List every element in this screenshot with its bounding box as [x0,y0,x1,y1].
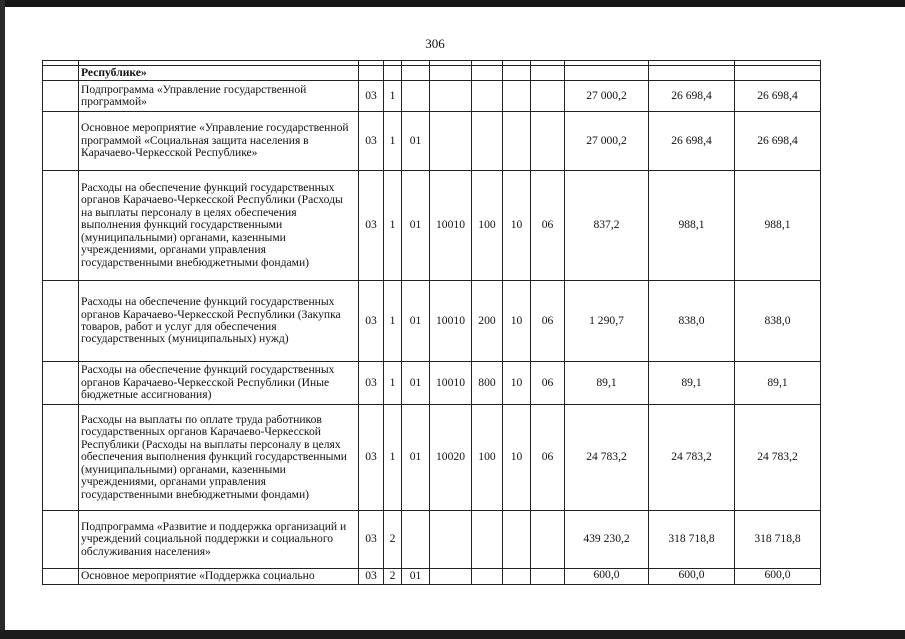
row-spacer-cell [43,66,79,81]
amount-year-1: 27 000,2 [565,112,649,171]
amount-year-2: 838,0 [649,281,735,362]
row-spacer-cell [43,405,79,511]
code-section: 10 [503,405,531,511]
code-section: 10 [503,362,531,405]
code-direction: 10010 [430,171,472,281]
code-section: 10 [503,281,531,362]
row-name: Расходы на обеспечение функций государственных органов Карачаево-Черкесской Республики (Закупка товаров, работ и услуг для обеспечения государственных (муниципальных) нужд) [79,281,359,362]
code-expense-type: 800 [472,362,503,405]
table-row [43,511,821,569]
code-direction [430,112,472,171]
code-section [503,112,531,171]
code-activity: 01 [402,281,430,362]
code-subsection: 06 [531,281,565,362]
amount-year-2: 26 698,4 [649,81,735,112]
code-section [503,66,531,81]
table-row [43,281,821,362]
row-spacer-cell [43,81,79,112]
code-program: 03 [359,281,384,362]
code-expense-type [472,511,503,569]
code-subprogram: 2 [384,511,402,569]
amount-year-2: 318 718,8 [649,511,735,569]
amount-year-3 [735,66,821,81]
page-number: 306 [425,36,445,51]
code-subprogram [384,66,402,81]
code-direction [430,511,472,569]
amount-year-2: 600,0 [649,569,735,585]
amount-year-3: 26 698,4 [735,112,821,171]
code-section [503,511,531,569]
code-direction: 10010 [430,281,472,362]
row-name: Основное мероприятие «Поддержка социально [79,569,359,585]
code-activity [402,81,430,112]
table-row [43,66,821,81]
amount-year-1: 24 783,2 [565,405,649,511]
row-spacer-cell [43,112,79,171]
amount-year-1: 439 230,2 [565,511,649,569]
code-subprogram: 1 [384,171,402,281]
code-subsection: 06 [531,405,565,511]
amount-year-1: 837,2 [565,171,649,281]
code-subsection [531,511,565,569]
code-subprogram: 1 [384,81,402,112]
table-row [43,171,821,281]
code-expense-type [472,569,503,585]
amount-year-3: 988,1 [735,171,821,281]
code-expense-type [472,81,503,112]
amount-year-3: 89,1 [735,362,821,405]
code-subsection [531,81,565,112]
amount-year-1: 1 290,7 [565,281,649,362]
code-subsection: 06 [531,362,565,405]
code-subprogram: 1 [384,362,402,405]
amount-year-3: 24 783,2 [735,405,821,511]
code-subprogram: 1 [384,405,402,511]
row-name: Республике» [79,66,359,81]
amount-year-2: 24 783,2 [649,405,735,511]
row-name: Основное мероприятие «Управление государственной программой «Социальная защита населения в Карачаево-Черкесской Республике» [79,112,359,171]
row-spacer-cell [43,362,79,405]
table-row [43,405,821,511]
code-program: 03 [359,81,384,112]
code-direction [430,66,472,81]
code-direction: 10010 [430,362,472,405]
amount-year-2 [649,66,735,81]
code-direction: 10020 [430,405,472,511]
scan-border-bottom [0,630,905,639]
amount-year-2: 988,1 [649,171,735,281]
amount-year-3: 600,0 [735,569,821,585]
code-direction [430,81,472,112]
code-subprogram: 1 [384,281,402,362]
row-spacer-cell [43,511,79,569]
amount-year-1: 27 000,2 [565,81,649,112]
scan-border-left [0,0,5,639]
row-name: Подпрограмма «Управление государственной программой» [79,81,359,112]
budget-table [42,60,821,585]
code-subsection [531,569,565,585]
amount-year-2: 89,1 [649,362,735,405]
code-subsection [531,66,565,81]
code-subsection [531,112,565,171]
row-spacer-cell [43,171,79,281]
code-program: 03 [359,112,384,171]
code-activity: 01 [402,405,430,511]
code-expense-type [472,112,503,171]
code-subsection: 06 [531,171,565,281]
amount-year-3: 318 718,8 [735,511,821,569]
code-program: 03 [359,569,384,585]
scan-border-top [0,0,905,7]
amount-year-1: 600,0 [565,569,649,585]
code-expense-type: 100 [472,171,503,281]
code-program: 03 [359,405,384,511]
code-program: 03 [359,511,384,569]
amount-year-3: 26 698,4 [735,81,821,112]
code-section [503,81,531,112]
code-section: 10 [503,171,531,281]
table-row [43,569,821,585]
row-spacer-cell [43,281,79,362]
code-subprogram: 1 [384,112,402,171]
code-section [503,569,531,585]
table-row [43,362,821,405]
amount-year-3: 838,0 [735,281,821,362]
table-row [43,112,821,171]
amount-year-1: 89,1 [565,362,649,405]
code-activity: 01 [402,171,430,281]
code-expense-type: 200 [472,281,503,362]
row-spacer-cell [43,569,79,585]
row-name: Расходы на выплаты по оплате труда работников государственных органов Карачаево-Черкесской Республики (Расходы на выплаты персоналу в целях обеспечения выполнения функций государственными (муниципальными) органами, казенными учреждениями, органами управления государственными внебюджетными фондами) [79,405,359,511]
code-expense-type: 100 [472,405,503,511]
row-name: Расходы на обеспечение функций государственных органов Карачаево-Черкесской Республики (Расходы на выплаты персоналу в целях обеспечения выполнения функций государственными (муниципальными) органами, казенными учреждениями, органами управления государственными внебюджетными фондами) [79,171,359,281]
amount-year-2: 26 698,4 [649,112,735,171]
code-activity: 01 [402,112,430,171]
row-name: Расходы на обеспечение функций государственных органов Карачаево-Черкесской Республики (Иные бюджетные ассигнования) [79,362,359,405]
code-activity: 01 [402,569,430,585]
table-row [43,81,821,112]
amount-year-1 [565,66,649,81]
code-expense-type [472,66,503,81]
code-program: 03 [359,362,384,405]
code-subprogram: 2 [384,569,402,585]
code-activity: 01 [402,362,430,405]
code-activity [402,66,430,81]
code-program [359,66,384,81]
code-activity [402,511,430,569]
row-name: Подпрограмма «Развитие и поддержка организаций и учреждений социальной поддержки и социального обслуживания населения» [79,511,359,569]
code-direction [430,569,472,585]
code-program: 03 [359,171,384,281]
